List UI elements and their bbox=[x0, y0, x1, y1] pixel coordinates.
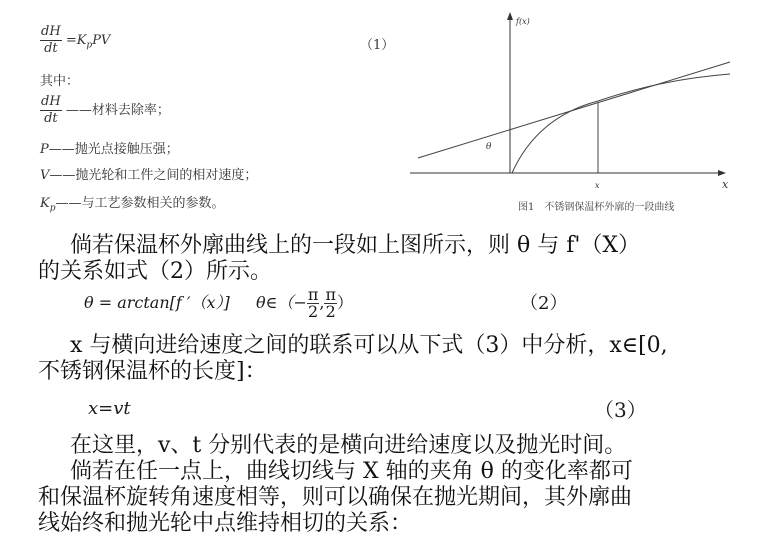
def1-denominator: dt bbox=[44, 111, 58, 126]
eq2-domain-open: θ∈（ bbox=[255, 293, 294, 312]
x-mark-label: x bbox=[595, 181, 600, 190]
paragraph-1-line-2: 的关系如式（2）所示。 bbox=[38, 259, 272, 284]
def2-symbol: P bbox=[40, 142, 49, 157]
eq1-denominator: dt bbox=[44, 41, 58, 56]
eq1-number: （1） bbox=[360, 38, 395, 53]
eq1-numerator: dH bbox=[41, 24, 61, 39]
def3-symbol: V bbox=[40, 168, 50, 183]
eq1-fraction bbox=[40, 24, 62, 57]
def1-fraction bbox=[40, 94, 62, 127]
equation-1 bbox=[40, 24, 110, 57]
figure-caption: 图1 不锈钢保温杯外廓的一段曲线 bbox=[518, 202, 675, 213]
paragraph-4-line-1: 倘若在任一点上，曲线切线与 X 轴的夹角 θ 的变化率都可 bbox=[70, 459, 633, 484]
def4-symbol: K bbox=[40, 196, 50, 211]
definition-row bbox=[40, 192, 225, 214]
eq2-domain-close: ） bbox=[337, 293, 354, 312]
paragraph-4-line-3: 线始终和抛光轮中点维持相切的关系： bbox=[38, 511, 413, 536]
def2-text: ——抛光点接触压强； bbox=[48, 142, 179, 157]
def1-text: ——材料去除率； bbox=[65, 103, 170, 118]
paragraph-2-line-1: x 与横向进给速度之间的联系可以从下式（3）中分析，x∈[0, bbox=[70, 333, 668, 358]
def3-text: ——抛光轮和工件之间的相对速度； bbox=[49, 168, 258, 183]
paragraph-1-line-1: 倘若保温杯外廓曲线上的一段如上图所示，则 θ 与 f'（X） bbox=[70, 233, 641, 258]
eq2-pi-right: π bbox=[325, 285, 336, 304]
eq2-two-left: 2 bbox=[308, 302, 319, 321]
def4-text: ——与工艺参数相关的参数。 bbox=[55, 196, 225, 211]
eq3-number: （3） bbox=[594, 398, 647, 422]
eq2-comma: , bbox=[319, 293, 325, 312]
def1-numerator: dH bbox=[41, 94, 61, 109]
equation-2 bbox=[84, 287, 353, 320]
profile-curve bbox=[512, 74, 730, 173]
y-axis-arrow bbox=[507, 12, 513, 20]
curve-figure bbox=[400, 8, 775, 218]
x-axis-label: x bbox=[722, 178, 729, 191]
y-axis-label: f(x) bbox=[516, 17, 530, 26]
theta-label: θ bbox=[486, 142, 492, 152]
equation-3: x=vt bbox=[88, 398, 131, 419]
paragraph-3: 在这里，v、t 分别代表的是横向进给速度以及抛光时间。 bbox=[70, 433, 627, 458]
eq1-rhs-subscript: p bbox=[86, 40, 93, 51]
eq1-rhs: =K bbox=[65, 33, 87, 48]
eq2-minus: − bbox=[293, 293, 307, 312]
definition-row bbox=[40, 94, 170, 127]
eq2-frac-right bbox=[324, 287, 337, 320]
eq2-number: （2） bbox=[520, 293, 568, 314]
where-label: 其中： bbox=[40, 74, 80, 89]
eq2-two-right: 2 bbox=[325, 302, 336, 321]
definition-row bbox=[40, 164, 257, 183]
eq2-pi-left: π bbox=[307, 285, 319, 304]
eq1-rhs-rest: PV bbox=[92, 33, 111, 48]
paragraph-2-line-2: 不锈钢保温杯的长度]： bbox=[38, 359, 267, 384]
def4-subscript: p bbox=[49, 203, 56, 214]
x-axis-arrow bbox=[718, 170, 726, 176]
paragraph-4-line-2: 和保温杯旋转角速度相等，则可以确保在抛光期间，其外廓曲 bbox=[38, 485, 633, 510]
eq2-lhs: θ = arctan[f ′（x）] bbox=[84, 293, 230, 312]
definition-row bbox=[40, 138, 179, 157]
eq2-frac-left bbox=[307, 287, 320, 320]
